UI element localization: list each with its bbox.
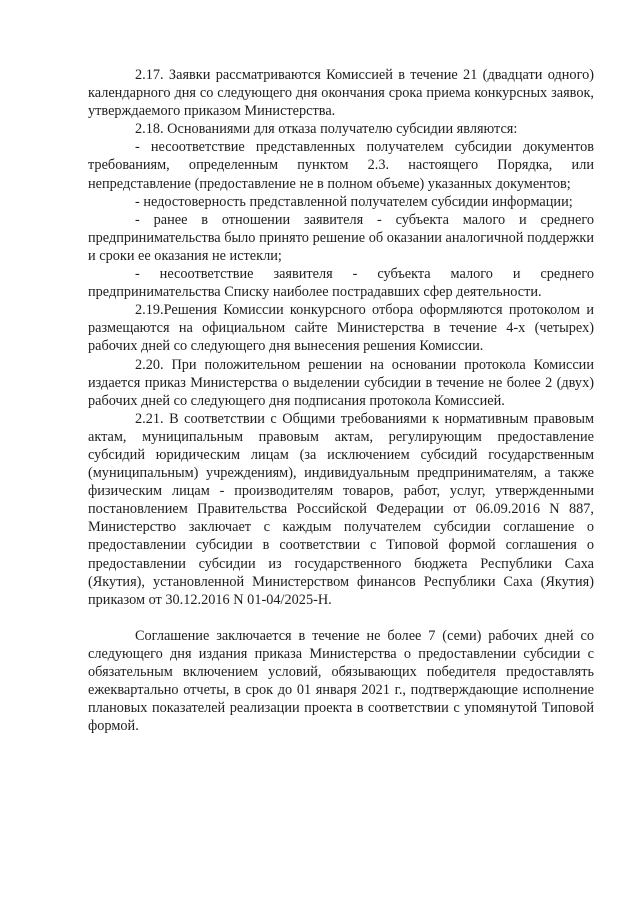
paragraph-agreement-terms: Соглашение заключается в течение не более 7 (семи) рабочих дней со следующего дня издания приказа Министерства о предоставлении субсидии с обязательным включением условий, обязывающих победителя предоставлять ежеквартально отчеты, в срок до 01 января 2021 г., подтверждающие исполнение плановых показателей реализации проекта в соответствии с упомянутой Типовой формой. [88,627,594,735]
list-item-noncompliance-documents: - несоответствие представленных получателем субсидии документов требованиям, определенным пунктом 2.3. настоящего Порядка, или непредставление (предоставление не в полном объеме) указанных документов; [88,139,594,192]
paragraph-2-17: 2.17. Заявки рассматриваются Комиссией в течение 21 (двадцати одного) календарного дня со следующего дня окончания срока приема конкурсных заявок, утверждаемого приказом Министерства. [88,67,594,120]
document-page [88,66,594,735]
paragraph-2-18: 2.18. Основаниями для отказа получателю субсидии являются: [135,121,518,138]
paragraph-2-20: 2.20. При положительном решении на основании протокола Комиссии издается приказ Министерства о выделении субсидии в течение не более 2 (двух) рабочих дней со следующего дня подписания протокола Комиссией. [88,356,594,409]
list-item-previous-support: - ранее в отношении заявителя - субъекта малого и среднего предпринимательства было принято решение об оказании аналогичной поддержки и сроки ее оказания не истекли; [88,211,594,264]
paragraph-2-19: 2.19.Решения Комиссии конкурсного отбора оформляются протоколом и размещаются на официальном сайте Министерства в течение 4-х (четырех) рабочих дней со следующего дня вынесения решения Комиссии. [88,302,594,355]
list-item-affected-sectors: - несоответствие заявителя - субъекта малого и среднего предпринимательства Списку наиболее пострадавших сфер деятельности. [88,266,594,301]
list-item-unreliable-information: - недостоверность представленной получателем субсидии информации; [135,193,573,210]
paragraph-2-21: 2.21. В соответствии с Общими требованиями к нормативным правовым актам, муниципальным правовым актам, регулирующим предоставление субсидий юридическим лицам (за исключением субсидий государственным (муниципальным) учреждениям), индивидуальным предпринимателям, а также физическим лицам - производителям товаров, работ, услуг, утвержденными постановлением Правительства Российской Федерации от 06.09.2016 N 887, Министерство заключает с каждым получателем субсидии соглашение о предоставлении субсидии в соответствии с Типовой формой соглашения о предоставлении субсидии из государственного бюджета Республики Саха (Якутия), установленной Министерством финансов Республики Саха (Якутия) приказом от 30.12.2016 N 01-04/2025-Н. [88,410,594,608]
